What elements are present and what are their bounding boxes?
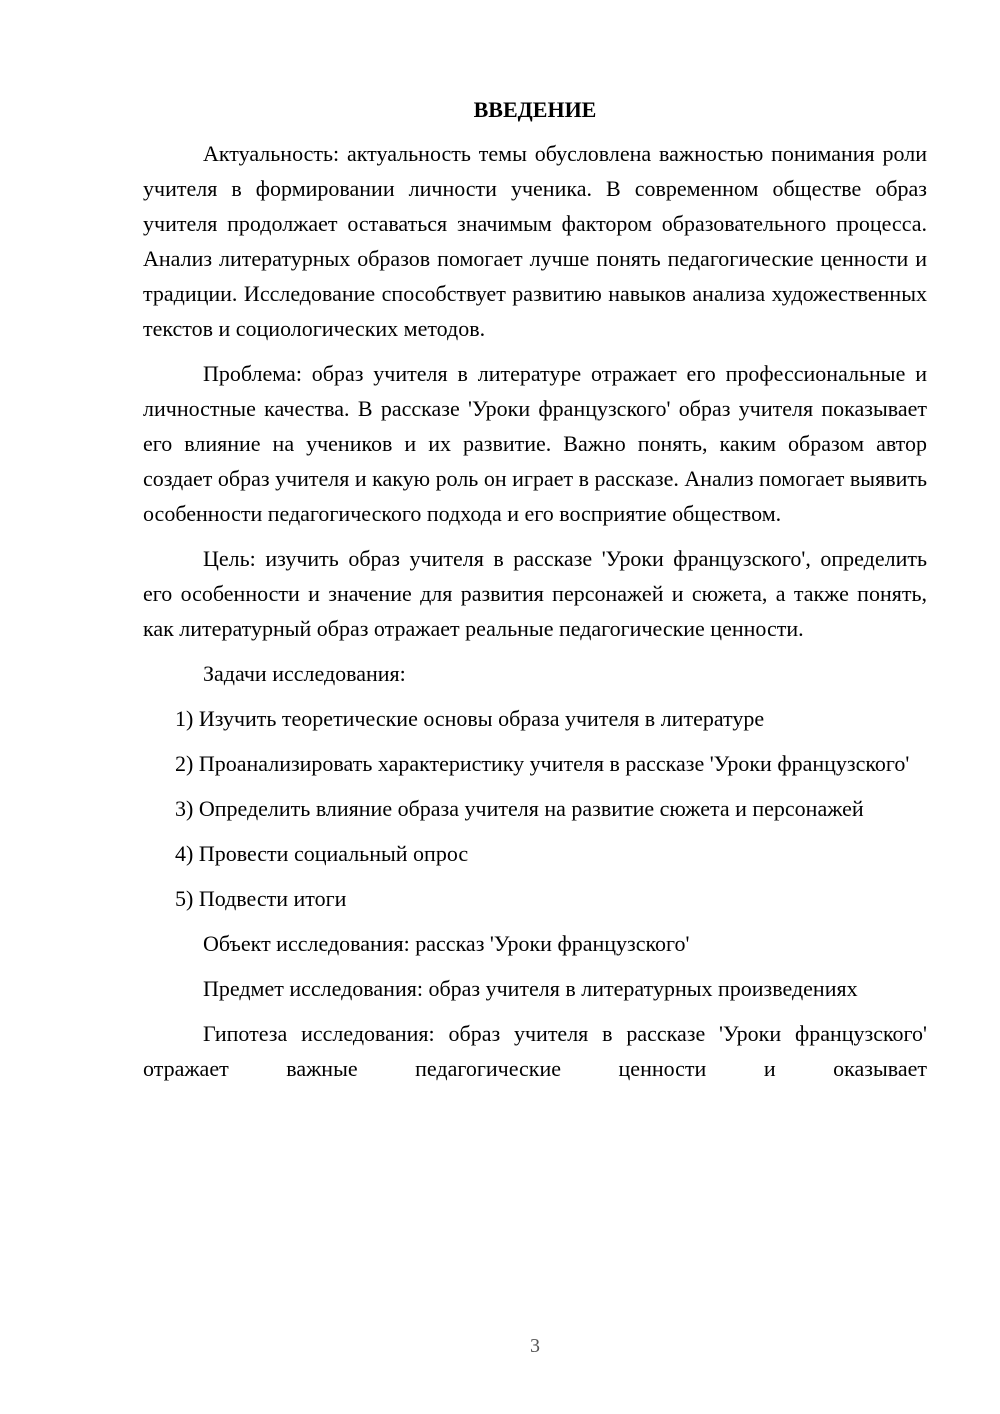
subject-paragraph: Предмет исследования: образ учителя в литературных произведениях <box>203 976 858 1001</box>
object-paragraph: Объект исследования: рассказ 'Уроки французского' <box>203 931 690 956</box>
problem-paragraph: Проблема: образ учителя в литературе отражает его профессиональные и личностные качества. В рассказе 'Уроки французского' образ учителя показывает его влияние на учеников и их развитие. Важно понять, каким образом автор создает образ учителя и какую роль он играет в рассказе. Анализ помогает выявить особенности педагогического подхода и его восприятие обществом. <box>143 361 927 526</box>
goal-paragraph: Цель: изучить образ учителя в рассказе 'Уроки французского', определить его особенности и значение для развития персонажей и сюжета, а также понять, как литературный образ отражает реальные педагогические ценности. <box>143 546 927 641</box>
tasks-heading: Задачи исследования: <box>203 661 406 686</box>
relevance-paragraph: Актуальность: актуальность темы обусловлена важностью понимания роли учителя в формировании личности ученика. В современном обществе образ учителя продолжает оставаться значимым фактором образовательного процесса. Анализ литературных образов помогает лучше понять педагогические ценности и традиции. Исследование способствует развитию навыков анализа художественных текстов и социологических методов. <box>143 141 927 341</box>
task-item: 2) Проанализировать характеристику учителя в рассказе 'Уроки французского' <box>175 751 910 776</box>
hypothesis-paragraph: Гипотеза исследования: образ учителя в рассказе 'Уроки французского' отражает важные педагогические ценности и оказывает <box>143 1021 927 1081</box>
page-content <box>143 92 927 1096</box>
section-title: ВВЕДЕНИЕ <box>473 97 597 122</box>
task-item: 5) Подвести итоги <box>175 886 347 911</box>
task-item: 4) Провести социальный опрос <box>175 841 469 866</box>
task-item: 1) Изучить теоретические основы образа учителя в литературе <box>175 706 765 731</box>
page-number: 3 <box>530 1335 540 1357</box>
task-item: 3) Определить влияние образа учителя на развитие сюжета и персонажей <box>175 796 864 821</box>
